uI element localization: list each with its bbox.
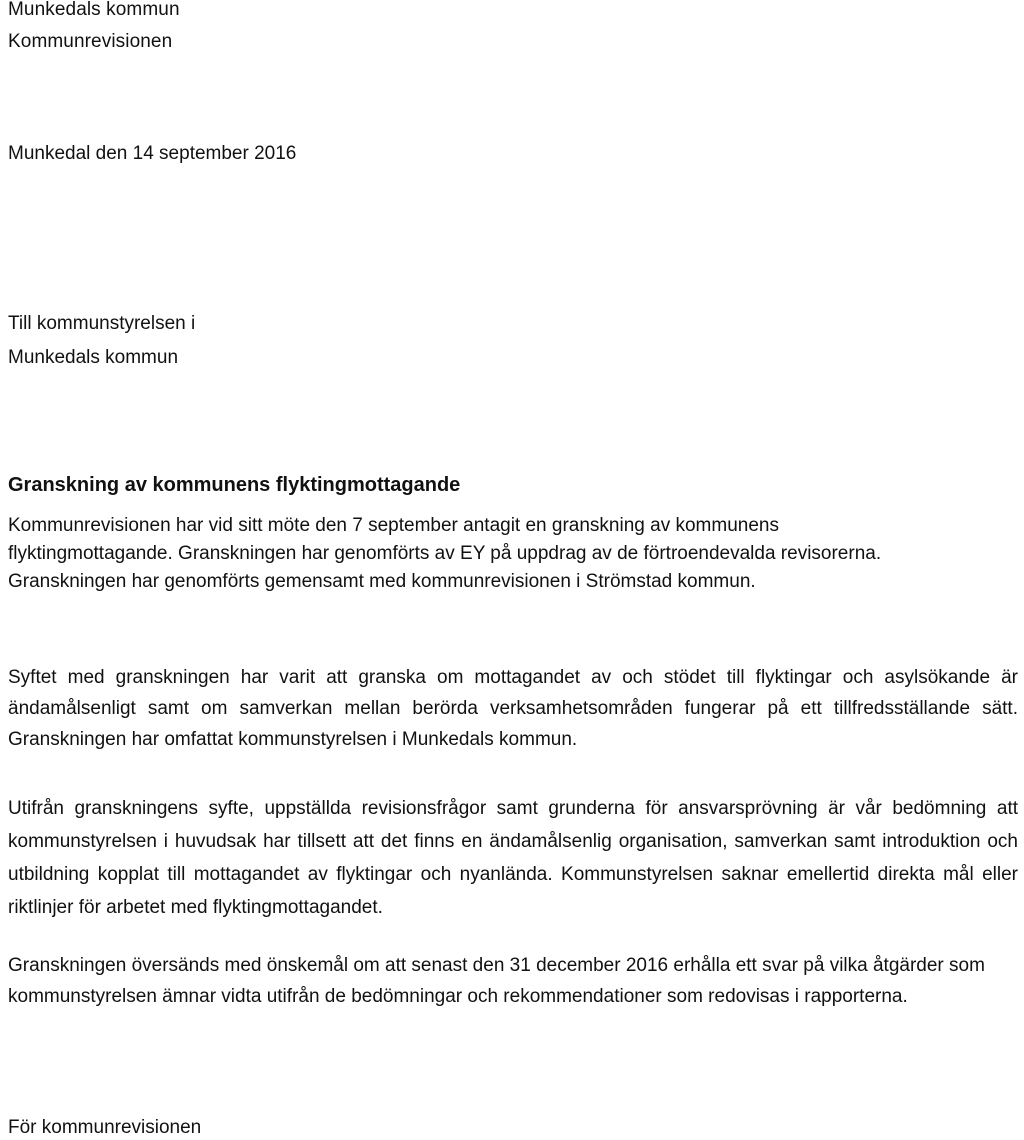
recipient-line-2: Munkedals kommun — [8, 347, 179, 368]
recipient-line-1: Till kommunstyrelsen i — [8, 313, 196, 334]
paragraph-request: Granskningen översänds med önskemål om att senast den 31 december 2016 erhålla ett svar på vilka åtgärder som kommunstyrelsen ämnar vidta utifrån de bedömningar och rekommendationer som redovisas i rapporterna. — [8, 955, 985, 1007]
date-line: Munkedal den 14 september 2016 — [8, 143, 297, 164]
paragraph-purpose: Syftet med granskningen har varit att granska om mottagandet av och stödet till flyktingar och asylsökande är ändamålsenligt samt om samverkan mellan berörda verksamhetsområden fungerar på ett tillfredsställande sätt. Granskningen har omfattat kommunstyrelsen i Munkedals kommun. — [8, 667, 1018, 750]
sender-unit: Kommunrevisionen — [8, 31, 173, 52]
subject-heading: Granskning av kommunens flyktingmottagande — [8, 474, 461, 496]
sender-organization: Munkedals kommun — [8, 0, 180, 20]
paragraph-intro: Kommunrevisionen har vid sitt möte den 7 september antagit en granskning av kommunens flyktingmottagande. Granskningen har genomförts av EY på uppdrag av de förtroendevalda revisorerna. Granskningen har genomförts gemensamt med kommunrevisionen i Strömstad kommun. — [8, 515, 882, 592]
paragraph-assessment: Utifrån granskningens syfte, uppställda revisionsfrågor samt grunderna för ansvarsprövning är vår bedömning att kommunstyrelsen i huvudsak har tillsett att det finns en ändamålsenlig organisation, samverkan samt introduktion och utbildning kopplat till mottagandet av flyktingar och nyanlända. Kommunstyrelsen saknar emellertid direkta mål eller riktlinjer för arbetet med flyktingmottagandet. — [8, 798, 1018, 918]
closing-line: För kommunrevisionen — [8, 1117, 202, 1138]
